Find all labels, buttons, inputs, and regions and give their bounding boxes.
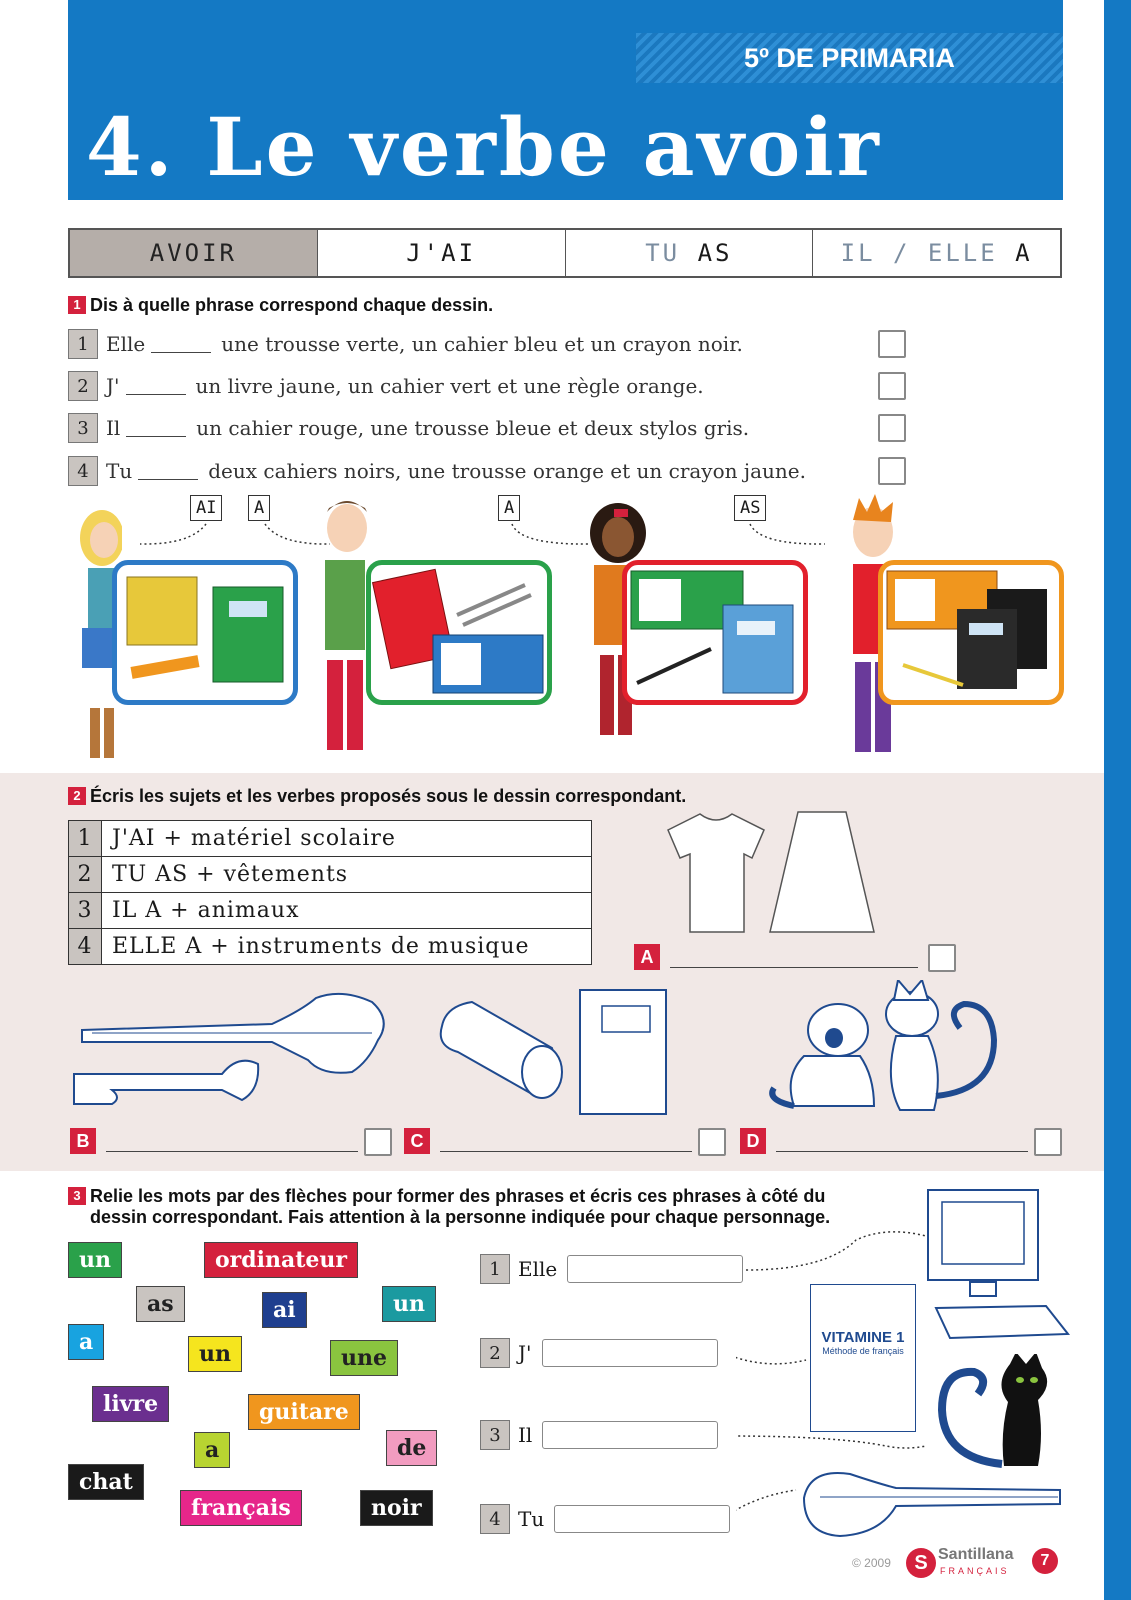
sentence-input[interactable] xyxy=(542,1421,718,1449)
word-tile[interactable]: une xyxy=(330,1340,398,1376)
row-number: 1 xyxy=(480,1254,510,1284)
sentence-number: 1 xyxy=(68,329,98,359)
verb-blank[interactable] xyxy=(126,378,186,395)
answer-checkbox[interactable] xyxy=(878,414,906,442)
category-row xyxy=(69,929,592,965)
conj-il-pronoun: IL / ELLE xyxy=(840,239,998,267)
category-table xyxy=(68,820,592,965)
sentence-subject: J' xyxy=(106,374,120,398)
category-text: ELLE A + instruments de musique xyxy=(102,929,592,965)
computer-illustration xyxy=(926,1186,1076,1346)
answer-checkbox-b[interactable] xyxy=(364,1128,392,1156)
right-edge-bar xyxy=(1104,0,1131,1600)
sentence-subject: Tu xyxy=(106,459,133,483)
ex1-sentence xyxy=(68,370,908,402)
ex2-heading xyxy=(68,786,686,807)
answer-checkbox-a[interactable] xyxy=(928,944,956,972)
conj-tu-pronoun: TU xyxy=(645,239,681,267)
santillana-logo-icon: S xyxy=(906,1548,936,1578)
verb-tag: A xyxy=(498,495,520,521)
animals-illustration xyxy=(764,980,1044,1120)
sentence-input[interactable] xyxy=(554,1505,730,1533)
conj-je: J'AI xyxy=(318,230,566,276)
conj-tu-verb: AS xyxy=(697,239,733,267)
clothes-illustration xyxy=(660,808,880,938)
ex2-instruction: Écris les sujets et les verbes proposés sous le dessin correspondant. xyxy=(90,786,687,806)
drawing-card-blue xyxy=(112,560,298,705)
answer-checkbox[interactable] xyxy=(878,372,906,400)
verb-tag: A xyxy=(248,495,270,521)
word-tile[interactable]: ordinateur xyxy=(204,1242,358,1278)
answer-line-b[interactable] xyxy=(106,1150,358,1152)
category-number: 1 xyxy=(69,821,102,857)
row-subject: Elle xyxy=(518,1257,558,1281)
category-row xyxy=(69,821,592,857)
ex3-instruction-line1: Relie les mots par des flèches pour former des phrases et écris ces phrases à côté du xyxy=(90,1186,826,1206)
ex1-sentence xyxy=(68,412,908,444)
word-tile[interactable]: de xyxy=(386,1430,437,1466)
brand-name: Santillana xyxy=(938,1546,1014,1563)
sentence-number: 4 xyxy=(68,456,98,486)
ex3-row xyxy=(480,1504,730,1534)
sentence-input[interactable] xyxy=(567,1255,743,1283)
answer-checkbox-d[interactable] xyxy=(1034,1128,1062,1156)
drawing-card-orange xyxy=(878,560,1064,705)
drawing-card-red xyxy=(622,560,808,705)
category-row xyxy=(69,857,592,893)
sentence-input[interactable] xyxy=(542,1339,718,1367)
sentence-number: 2 xyxy=(68,371,98,401)
verb-tag: AS xyxy=(734,495,766,521)
instruments-illustration xyxy=(72,990,392,1120)
word-tile[interactable]: guitare xyxy=(248,1394,360,1430)
word-tile[interactable]: un xyxy=(68,1242,122,1278)
sentence-subject: Elle xyxy=(106,332,146,356)
label-b: B xyxy=(70,1128,96,1154)
page-title: 4. Le verbe avoir xyxy=(86,100,882,194)
sentence-subject: Il xyxy=(106,416,121,440)
grade-label: 5º DE PRIMARIA xyxy=(636,33,1063,83)
card-items-case-notebooks-pencil xyxy=(883,565,1059,700)
row-number: 3 xyxy=(480,1420,510,1450)
ex3-row xyxy=(480,1254,743,1284)
label-a: A xyxy=(634,944,660,970)
category-number: 3 xyxy=(69,893,102,929)
ex1-instruction: Dis à quelle phrase correspond chaque dessin. xyxy=(90,295,494,315)
sentence-number: 3 xyxy=(68,413,98,443)
answer-checkbox-c[interactable] xyxy=(698,1128,726,1156)
ex3-row xyxy=(480,1420,718,1450)
word-tile[interactable]: ai xyxy=(262,1292,307,1328)
category-text: J'AI + matériel scolaire xyxy=(102,821,592,857)
conj-il-verb: A xyxy=(1015,239,1033,267)
black-cat-illustration xyxy=(934,1354,1064,1474)
ex3-instruction-line2: dessin correspondant. Fais attention à la personne indiquée pour chaque personnage. xyxy=(90,1207,831,1227)
page-number: 7 xyxy=(1032,1548,1058,1574)
brand-sub: FRANÇAIS xyxy=(940,1566,1010,1576)
ex1-sentence xyxy=(68,328,908,360)
category-row xyxy=(69,893,592,929)
word-tile[interactable]: a xyxy=(68,1324,104,1360)
book-subtitle: Méthode de français xyxy=(822,1346,904,1356)
answer-line-c[interactable] xyxy=(440,1150,692,1152)
word-tile[interactable]: as xyxy=(136,1286,185,1322)
book-illustration xyxy=(810,1284,916,1432)
answer-checkbox[interactable] xyxy=(878,457,906,485)
word-tile[interactable]: chat xyxy=(68,1464,144,1500)
conj-infinitive: AVOIR xyxy=(70,230,318,276)
sentence-rest: une trousse verte, un cahier bleu et un crayon noir. xyxy=(221,332,743,356)
ex3-row xyxy=(480,1338,718,1368)
label-c: C xyxy=(404,1128,430,1154)
sentence-rest: deux cahiers noirs, une trousse orange et un crayon jaune. xyxy=(208,459,806,483)
conjugation-table xyxy=(68,228,1062,278)
category-text: IL A + animaux xyxy=(102,893,592,929)
card-items-notebook-pens-case xyxy=(371,565,547,700)
drawing-card-green xyxy=(366,560,552,705)
answer-line-d[interactable] xyxy=(776,1150,1028,1152)
answer-line-a[interactable] xyxy=(670,966,918,968)
word-tile[interactable]: noir xyxy=(360,1490,433,1526)
category-text: TU AS + vêtements xyxy=(102,857,592,893)
word-tile[interactable]: un xyxy=(188,1336,242,1372)
row-number: 4 xyxy=(480,1504,510,1534)
word-tile[interactable]: français xyxy=(180,1490,302,1526)
ex2-number: 2 xyxy=(68,787,86,805)
sentence-rest: un livre jaune, un cahier vert et une règle orange. xyxy=(195,374,704,398)
ex3-number: 3 xyxy=(68,1187,86,1205)
conj-tu xyxy=(566,230,814,276)
row-subject: Tu xyxy=(518,1507,545,1531)
school-items-illustration xyxy=(432,986,672,1116)
ex1-sentence xyxy=(68,455,908,487)
card-items-case-notebook-pencil xyxy=(627,565,803,700)
category-number: 2 xyxy=(69,857,102,893)
word-tile[interactable]: a xyxy=(194,1432,230,1468)
card-items-book-notebook-ruler xyxy=(117,565,293,700)
word-tile[interactable]: livre xyxy=(92,1386,169,1422)
conj-il xyxy=(813,230,1060,276)
ex1-heading xyxy=(68,295,493,316)
copyright: © 2009 xyxy=(852,1556,891,1570)
verb-blank[interactable] xyxy=(138,463,198,480)
row-number: 2 xyxy=(480,1338,510,1368)
boy-scarf-illustration xyxy=(305,490,375,770)
ex1-number: 1 xyxy=(68,296,86,314)
guitar-illustration xyxy=(800,1464,1070,1544)
category-number: 4 xyxy=(69,929,102,965)
answer-checkbox[interactable] xyxy=(878,330,906,358)
row-subject: J' xyxy=(518,1341,532,1365)
verb-blank[interactable] xyxy=(151,336,211,353)
verb-tag: AI xyxy=(190,495,222,521)
sentence-rest: un cahier rouge, une trousse bleue et deux stylos gris. xyxy=(196,416,750,440)
verb-blank[interactable] xyxy=(126,420,186,437)
label-d: D xyxy=(740,1128,766,1154)
book-title: VITAMINE 1 xyxy=(821,1329,905,1346)
word-tile[interactable]: un xyxy=(382,1286,436,1322)
row-subject: Il xyxy=(518,1423,533,1447)
